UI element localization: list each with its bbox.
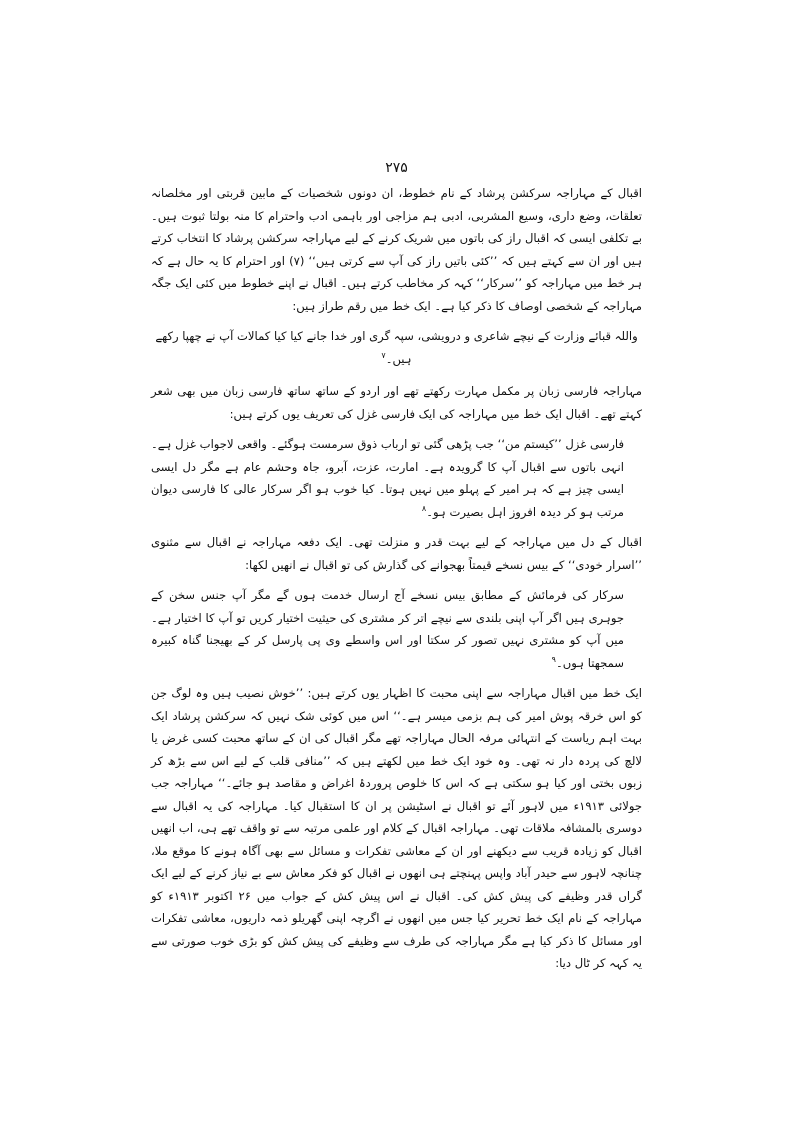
block-quote-1: [151, 433, 642, 523]
paragraph-3: اقبال کے دل میں مہاراجہ کے لیے بہت قدر و منزلت تھی۔ ایک دفعہ مہاراجہ نے اقبال سے مثنوی ’’اسرار خودی‘‘ کے بیس نسخے قیمتاً بھجوانے کی گذارش کی تو اقبال نے انھیں لکھا:: [151, 535, 642, 572]
block-quote-1-text: فارسی غزل ’’کیستم من‘‘ جب پڑھی گئی تو ارباب ذوق سرمست ہوگئے۔ واقعی لاجواب غزل ہے۔ انہی باتوں سے اقبال آپ کا گرویدہ ہے۔ امارت، عزت، آبرو، جاہ وحشم عام ہے مگر دل ایسی ایسی چیز ہے کہ ہر امیر کے پہلو میں نہیں ہوتا۔ کیا خوب ہو اگر سرکار عالی کا فارسی دیوان مرتب ہو کر دیدہ افروز اہل بصیرت ہو۔: [151, 437, 624, 519]
paragraph-2: مہاراجہ فارسی زبان پر مکمل مہارت رکھتے تھے اور اردو کے ساتھ ساتھ فارسی زبان میں بھی شعر کہتے تھے۔ اقبال ایک خط میں مہاراجہ کی ایک فارسی غزل کی تعریف یوں کرتے ہیں:: [151, 384, 642, 421]
verse-quote: [151, 325, 642, 370]
footnote-marker: ۸: [421, 503, 427, 513]
block-quote-2: [151, 584, 642, 674]
paragraph-4: ایک خط میں اقبال مہاراجہ سے اپنی محبت کا اظہار یوں کرتے ہیں: ’’خوش نصیب ہیں وہ لوگ جن کو اس خرقہ پوش امیر کی ہم بزمی میسر ہے۔‘‘ اس میں کوئی شک نہیں کہ سرکشن پرشاد ایک بہت اہم ریاست کے انتہائی مرفہ الحال مہاراجہ تھے مگر اقبال کی ان کے ساتھ محبت کسی غرض یا لالچ کی پردہ دار نہ تھی۔ وہ خود ایک خط میں لکھتے ہیں کہ ’’منافی قلب کے لیے اس سے بڑھ کر زبوں بختی اور کیا ہو سکتی ہے کہ اس کا خلوص پروردۂ اغراض و مقاصد ہو جائے۔‘‘ مہاراجہ جب جولائی ۱۹۱۳ء میں لاہور آئے تو اقبال نے اسٹیشن پر ان کا استقبال کیا۔ مہاراجہ کی یہ اقبال سے دوسری بالمشافہ ملاقات تھی۔ مہاراجہ اقبال کے کلام اور علمی مرتبہ سے تو واقف تھے ہی، اب انھیں اقبال کو زیادہ قریب سے دیکھنے اور ان کے معاشی تفکرات و مسائل سے بھی آگاہ ہونے کا موقع ملا، چنانچہ لاہور سے حیدر آباد واپس پہنچتے ہی انھوں نے اقبال کو فکر معاش سے بے نیاز کرنے کے لیے ایک گراں قدر وظیفے کی پیش کش کی۔ اقبال نے اس پیش کش کے جواب میں ۲۶ اکتوبر ۱۹۱۳ء کو مہاراجہ کے نام ایک خط تحریر کیا جس میں انھوں نے اگرچہ اپنی گھریلو ذمہ داریوں، معاشی تفکرات اور مسائل کا ذکر کیا ہے مگر مہاراجہ کی طرف سے وظیفے کی پیش کش کو بڑی خوب صورتی سے یہ کہہ کر ٹال دیا:: [151, 686, 643, 970]
page-number: ۲۷۵: [385, 160, 408, 176]
paragraph-1: اقبال کے مہاراجہ سرکشن پرشاد کے نام خطوط، ان دونوں شخصیات کے مابین قربتی اور مخلصانہ تعلقات، وضع داری، وسیع المشربی، ادبی ہم مزاجی اور باہمی ادب واحترام کا منہ بولتا ثبوت ہیں۔ بے تکلفی ایسی کہ اقبال راز کی باتوں میں شریک کرنے کے لیے مہاراجہ سرکشن پرشاد کا انتخاب کرتے ہیں اور ان سے کہتے ہیں کہ ’’کئی باتیں راز کی آپ سے کرتی ہیں‘‘ (۷) اور احترام کا یہ حال ہے کہ ہر خط میں مہاراجہ کو ’’سرکار‘‘ کہہ کر مخاطب کرتے ہیں۔ اقبال نے اپنے خطوط میں کئی ایک جگہ مہاراجہ کے شخصی اوصاف کا ذکر کیا ہے۔ ایک خط میں رقم طراز ہیں:: [151, 186, 642, 313]
footnote-marker: ۹: [551, 654, 556, 664]
block-quote-2-text: سرکار کی فرمائش کے مطابق بیس نسخے آج ارسال خدمت ہوں گے مگر آپ جنس سخن کے جوہری ہیں اگر آپ اپنی بلندی سے نیچے اتر کر مشتری کی حیثیت اختیار کریں تو آپ کا اختیار ہے۔ میں آپ کو مشتری نہیں تصور کر سکتا اور اس واسطے وی پی پارسل کر کے بھیجنا گناہ کبیرہ سمجھتا ہوں۔: [151, 588, 624, 670]
footnote-marker: ۷: [381, 350, 386, 360]
verse-text: واللہ قبائے وزارت کے نیچے شاعری و درویشی، سپہ گری اور خدا جانے کیا کیا کمالات آپ نے چھپا رکھے ہیں۔: [155, 329, 638, 366]
body-text: [151, 182, 642, 983]
